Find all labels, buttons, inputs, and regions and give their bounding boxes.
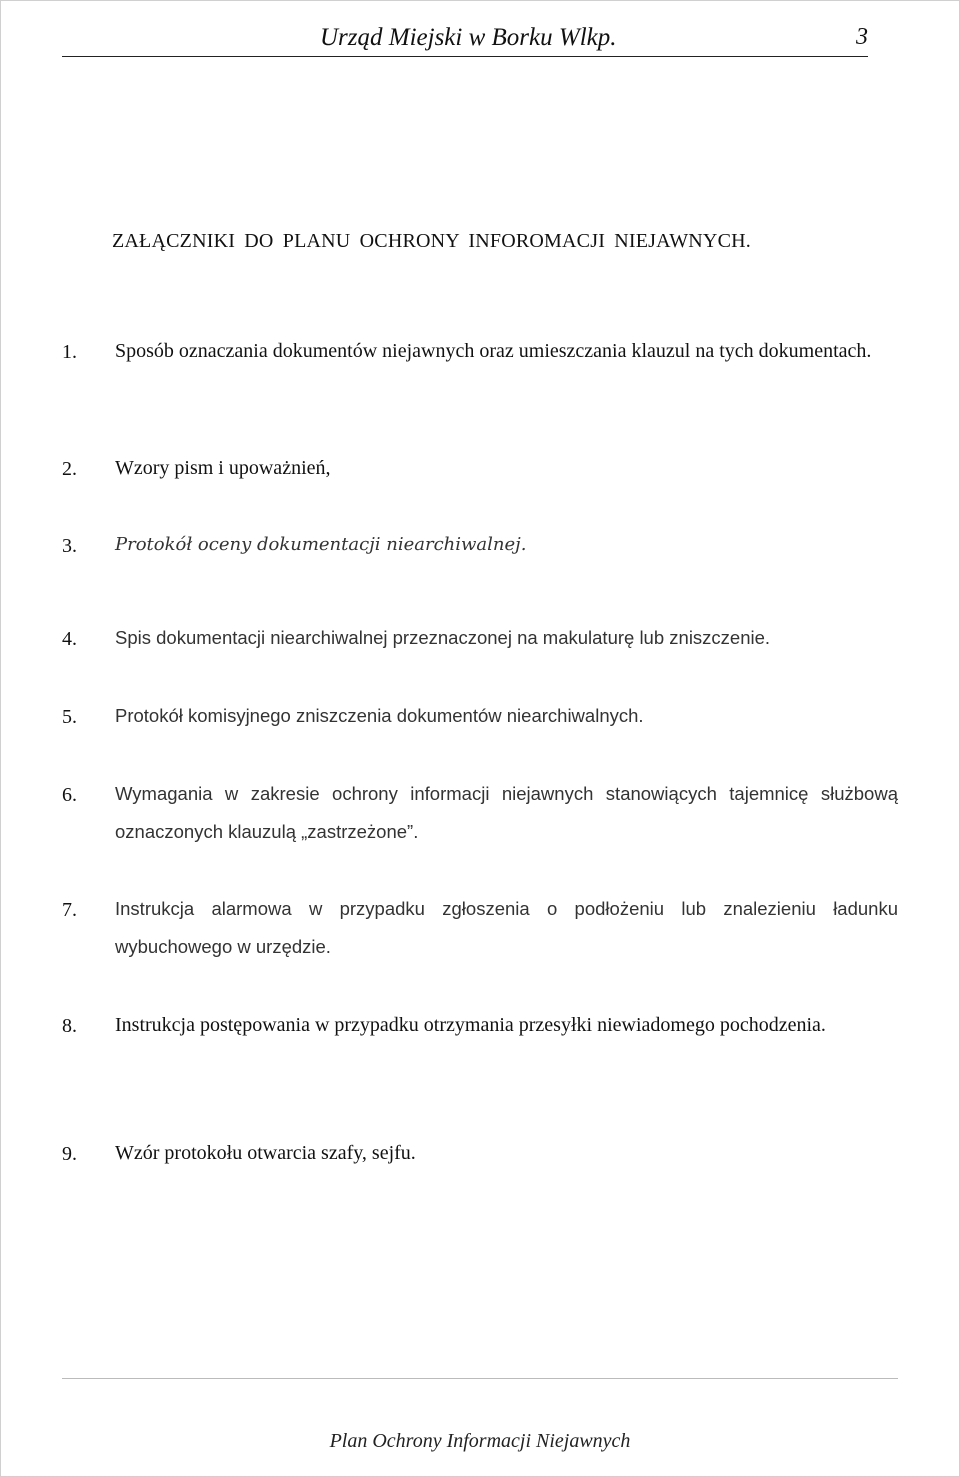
list-item-number: 4. — [62, 628, 77, 650]
list-item — [62, 458, 898, 487]
list-item-number: 3. — [62, 535, 77, 557]
footer-divider — [62, 1378, 898, 1379]
list-item-number: 7. — [62, 899, 77, 921]
list-item-text: Sposób oznaczania dokumentów niejawnych oraz umieszczania klauzul na tych dokumentach. — [115, 340, 872, 362]
list-item — [62, 784, 898, 851]
list-item — [62, 1015, 898, 1044]
list-item-text: Wzór protokołu otwarcia szafy, sejfu. — [115, 1142, 416, 1164]
list-item-number: 1. — [62, 341, 77, 363]
list-item-text: Instrukcja postępowania w przypadku otrzymania przesyłki niewiadomego pochodzenia. — [115, 1014, 826, 1036]
page-number: 3 — [856, 24, 868, 50]
list-item-number: 6. — [62, 784, 77, 806]
list-item-number: 5. — [62, 706, 77, 728]
list-item — [62, 706, 898, 735]
list-item-number: 9. — [62, 1143, 77, 1165]
document-title: ZAŁĄCZNIKI DO PLANU OCHRONY INFOROMACJI NIEJAWNYCH. — [112, 230, 751, 252]
list-item-text: Spis dokumentacji niearchiwalnej przeznaczonej na makulaturę lub zniszczenie. — [115, 627, 771, 648]
list-item — [62, 899, 898, 966]
list-item — [62, 535, 898, 564]
list-item-text: Instrukcja alarmowa w przypadku zgłoszenia o podłożeniu lub znalezieniu ładunku wybuchowego w urzędzie. — [115, 898, 898, 957]
page-header — [62, 18, 868, 57]
list-item-text: Protokół oceny dokumentacji niearchiwalnej. — [115, 534, 527, 555]
page-footer: Plan Ochrony Informacji Niejawnych — [329, 1430, 631, 1452]
header-title: Urząd Miejski w Borku Wlkp. — [320, 24, 617, 51]
list-item-number: 2. — [62, 458, 77, 480]
list-item-text: Wzory pism i upoważnień, — [115, 457, 331, 479]
list-item-text: Wymagania w zakresie ochrony informacji niejawnych stanowiących tajemnicę służbową oznaczonych klauzulą „zastrzeżone”. — [115, 783, 898, 842]
list-item — [62, 628, 898, 657]
list-item — [62, 1143, 898, 1172]
list-item — [62, 341, 898, 370]
list-item-number: 8. — [62, 1015, 77, 1037]
list-item-text: Protokół komisyjnego zniszczenia dokumentów niearchiwalnych. — [115, 705, 644, 726]
